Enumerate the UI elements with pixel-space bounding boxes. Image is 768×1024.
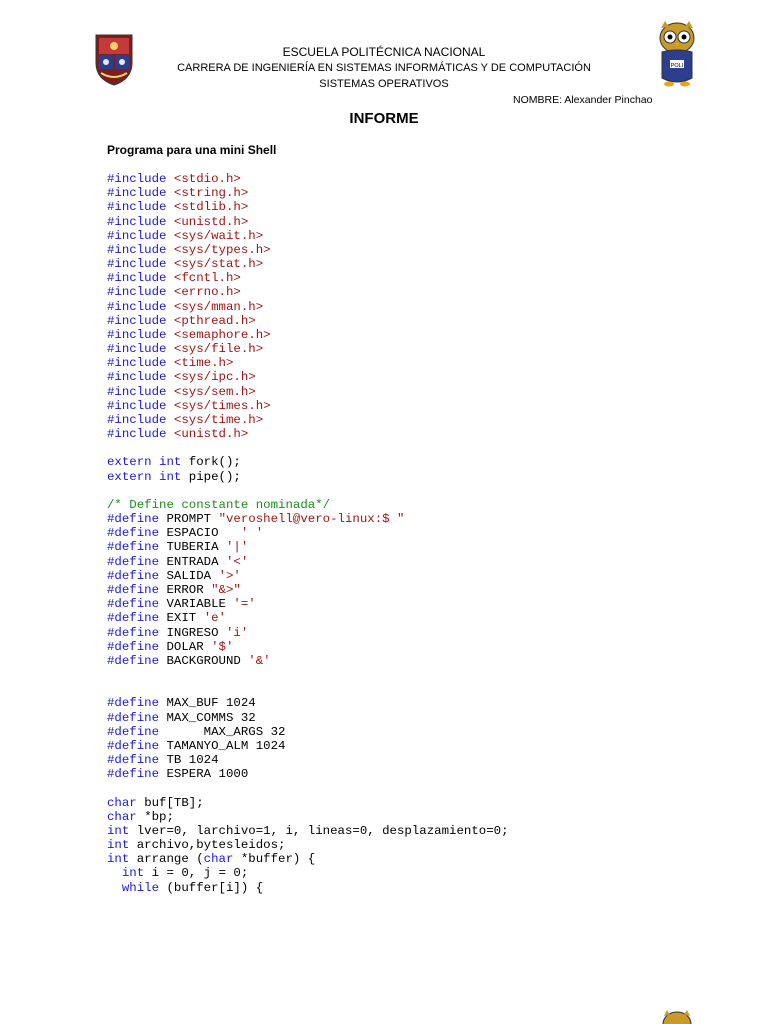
code-token: <sys/times.h> [173,398,271,413]
code-token: #include [107,299,174,314]
code-token: 'e' [203,611,226,626]
code-line [107,385,509,399]
code-token: <string.h> [173,186,249,201]
code-token: #include [107,384,174,399]
code-line [107,824,509,838]
code-token: <sys/stat.h> [173,257,264,272]
code-token: fork(); [188,455,241,470]
code-line [107,526,509,540]
code-token: (buffer[i]) { [166,880,264,895]
code-line [107,271,509,285]
code-line [107,640,509,654]
code-line [107,498,509,512]
code-token: '=' [233,597,256,612]
code-token: #include [107,356,174,371]
code-line [107,257,509,271]
code-token: #include [107,186,174,201]
code-token: while [121,880,167,895]
code-line [107,215,509,229]
code-token: <time.h> [173,356,234,371]
code-token: <sys/wait.h> [173,228,264,243]
code-token: #define [107,738,167,753]
code-token: #define [107,512,167,527]
code-token: #include [107,285,174,300]
code-token: i = 0, j = 0; [151,866,249,881]
code-line [107,597,509,611]
code-line [107,753,509,767]
code-line [107,838,509,852]
code-line [107,455,509,469]
code-token: '>' [218,568,241,583]
code-line [107,810,509,824]
code-token: #include [107,214,174,229]
code-token: #define [107,625,167,640]
code-token: #include [107,242,174,257]
code-token: <sys/time.h> [173,412,264,427]
code-token: #include [107,370,174,385]
code-line [107,626,509,640]
code-token: <sys/mman.h> [173,299,264,314]
code-line [107,314,509,328]
code-token: /* Define constante nominada*/ [107,497,331,512]
code-token: ' ' [240,526,264,541]
code-line [107,484,509,498]
code-line [107,186,509,200]
code-token: #define [107,540,167,555]
owl-mascot-logo [656,18,698,88]
code-token: "&>" [211,582,241,597]
code-token: DOLAR [166,639,212,654]
code-line [107,611,509,625]
program-subtitle: Programa para una mini Shell [107,143,277,157]
code-token: <sys/file.h> [173,342,264,357]
code-line [107,328,509,342]
code-line [107,399,509,413]
code-token: pipe(); [188,469,241,484]
code-token: MAX_BUF 1024 [166,696,256,711]
code-token: int [121,866,152,881]
code-token: *buffer) { [240,852,316,867]
owl-mascot-logo-footer [660,1010,694,1024]
code-token: arrange ( [136,852,204,867]
code-line [107,696,509,710]
code-token [107,881,122,895]
code-token: #include [107,271,174,286]
code-token: #define [107,724,167,739]
code-line [107,555,509,569]
code-line [107,243,509,257]
code-token: ERROR [166,582,212,597]
code-token: extern int [107,455,189,470]
code-token: #define [107,597,167,612]
code-token: ESPERA 1000 [166,767,249,782]
code-token: <sys/sem.h> [173,384,256,399]
code-token: #define [107,696,167,711]
code-line [107,342,509,356]
code-token: #include [107,172,174,186]
code-token: buf[TB]; [144,795,204,810]
career-title: CARRERA DE INGENIERÍA EN SISTEMAS INFORMÁTICAS Y DE COMPUTACIÓN [177,62,591,74]
code-token: <unistd.h> [173,214,249,229]
code-token: #include [107,200,174,215]
code-token: <sys/ipc.h> [173,370,256,385]
code-line [107,172,509,186]
code-line [107,781,509,795]
code-token: "veroshell@vero-linux:$ " [218,512,405,527]
code-token: '&' [248,653,271,668]
code-line [107,200,509,214]
code-token: '<' [226,554,249,569]
code-token: <semaphore.h> [173,327,271,342]
code-token: TAMANYO_ALM 1024 [166,738,286,753]
code-token: #include [107,427,174,442]
code-line [107,356,509,370]
code-token: #include [107,342,174,357]
code-token: #include [107,257,174,272]
code-token: MAX_COMMS 32 [166,710,256,725]
code-token: TB 1024 [166,753,219,768]
code-token: BACKGROUND [166,653,249,668]
code-token: int [107,823,137,838]
code-line [107,285,509,299]
code-token: <stdio.h> [173,172,241,186]
code-token: MAX_ARGS 32 [166,724,286,739]
code-line [107,427,509,441]
code-token: #define [107,767,167,782]
student-name: NOMBRE: Alexander Pinchao [513,94,653,106]
code-token: #define [107,611,167,626]
code-token: #define [107,526,167,541]
code-line [107,739,509,753]
code-token: <fcntl.h> [173,271,241,286]
code-token: INGRESO [166,625,226,640]
code-token: SALIDA [166,568,219,583]
code-line [107,229,509,243]
code-token: EXIT [166,611,204,626]
code-token: ESPACIO [166,526,241,541]
code-line [107,852,509,866]
code-token: #define [107,653,167,668]
code-token: '$' [211,639,234,654]
code-token: lver=0, larchivo=1, i, lineas=0, desplazamiento=0; [136,823,509,838]
code-line [107,767,509,781]
institution-title: ESCUELA POLITÉCNICA NACIONAL [282,45,486,59]
code-token: ENTRADA [166,554,226,569]
report-title: INFORME [349,110,419,127]
code-token: #define [107,753,167,768]
code-line [107,470,509,484]
code-token: char [107,795,145,810]
code-token: #define [107,639,167,654]
code-line [107,540,509,554]
code-token: <errno.h> [173,285,241,300]
code-line [107,569,509,583]
code-token: int [107,852,137,867]
code-line [107,583,509,597]
subject-title: SISTEMAS OPERATIVOS [319,78,449,90]
code-listing [107,172,509,895]
code-token: #define [107,582,167,597]
code-token: '|' [226,540,249,555]
code-token: VARIABLE [166,597,234,612]
code-line [107,413,509,427]
code-token: archivo,bytesleidos; [136,838,286,853]
code-token: #include [107,228,174,243]
code-token: <stdlib.h> [173,200,249,215]
code-line [107,796,509,810]
code-token: TUBERIA [166,540,226,555]
code-token: #include [107,412,174,427]
code-token: #include [107,313,174,328]
code-token: #include [107,398,174,413]
code-line [107,370,509,384]
code-line [107,512,509,526]
code-line [107,668,509,682]
code-line [107,725,509,739]
code-token: #include [107,327,174,342]
code-token: <sys/types.h> [173,242,271,257]
code-line [107,881,509,895]
code-token: int [107,838,137,853]
code-token: #define [107,710,167,725]
code-token: *bp; [144,809,174,824]
code-token [107,866,122,880]
code-token: <unistd.h> [173,427,249,442]
code-token: PROMPT [166,512,219,527]
code-line [107,441,509,455]
code-line [107,682,509,696]
code-token: #define [107,568,167,583]
code-token: 'i' [226,625,249,640]
code-token: extern int [107,469,189,484]
code-token: char [203,852,241,867]
code-line [107,866,509,880]
code-line [107,711,509,725]
code-line [107,654,509,668]
owl-logo-text: POLI [670,63,684,69]
code-token: <pthread.h> [173,313,256,328]
code-token: char [107,809,145,824]
code-line [107,300,509,314]
code-token: #define [107,554,167,569]
